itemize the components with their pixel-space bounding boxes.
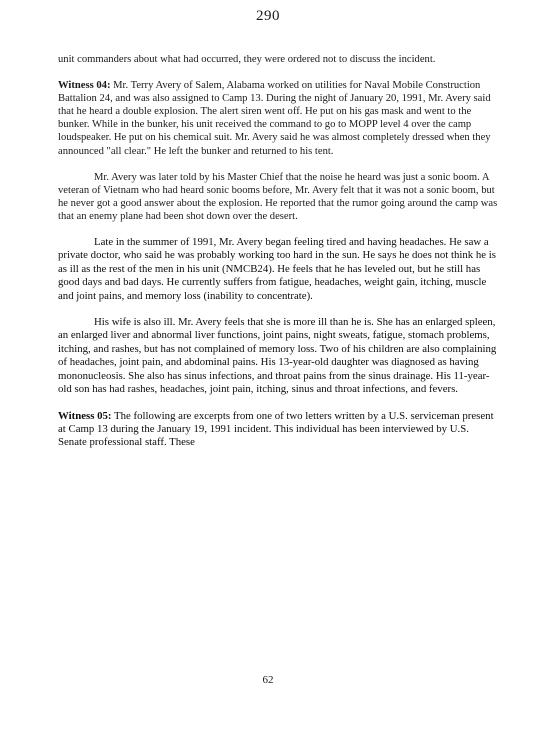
paragraph-witness-05 <box>58 410 498 450</box>
paragraph-symptoms: Late in the summer of 1991, Mr. Avery began feeling tired and having headaches. He saw a private doctor, who said he was probably working too hard in the sun. He says he does not think he is as ill as the rest of the men in his unit (NMCB24). He feels that he has leveled out, but he still has good days and bad days. He currently suffers from fatigue, headaches, weight gain, itching, muscle and joint pains, and memory loss (inability to concentrate). <box>58 236 496 302</box>
paragraph-sonic-boom: Mr. Avery was later told by his Master Chief that the noise he heard was just a sonic boom. A veteran of Vietnam who had heard sonic booms before, Mr. Avery felt that it was not a sonic boom, but he never got a good answer about the explosion. He reported that the rumor going around the camp was that an enemy plane had been shot down over the desert. <box>58 171 498 222</box>
paragraph-witness-04 <box>58 79 498 158</box>
bottom-page-number: 62 <box>262 674 274 686</box>
witness-04-label: Witness 04: <box>58 80 111 92</box>
witness-04-text: Mr. Terry Avery of Salem, Alabama worked on utilities for Naval Mobile Construction Battalion 24, and was also assigned to Camp 13. During the night of January 20, 1991, Mr. Avery said that he heard a double explosion. The alert siren went off. He put on his gas mask and went to the bunker. While in the bunker, his unit received the command to go to MOPP level 4 over the camp loudspeaker. He put on his chemical suit. Mr. Avery said he was almost completely dressed when they announced "all clear." He left the bunker and returned to his tent. <box>58 80 491 157</box>
paragraph-continuation: unit commanders about what had occurred, they were ordered not to discuss the incident. <box>58 54 436 65</box>
paragraph-wife-ill: His wife is also ill. Mr. Avery feels that she is more ill than he is. She has an enlarged spleen, an enlarged liver and abnormal liver functions, joint pains, night sweats, fatigue, stomach problems, itching, and rashes, but has not complained of memory loss. Two of his children are also complaining of headaches, joint pain, and abdominal pains. His 13-year-old daughter was diagnosed as having mononucleosis. She also has sinus infections, and throat pains from the sinus drainage. His 11-year-old son has had rashes, headaches, joint pain, itching, sinus and throat infections, and fevers. <box>58 316 497 396</box>
witness-05-text: The following are excerpts from one of two letters written by a U.S. serviceman present at Camp 13 during the January 19, 1991 incident. This individual has been interviewed by U.S. Senate professional staff. These <box>58 409 494 449</box>
witness-05-label: Witness 05: <box>58 409 112 422</box>
top-page-number: 290 <box>256 8 280 24</box>
document-body <box>58 53 498 450</box>
